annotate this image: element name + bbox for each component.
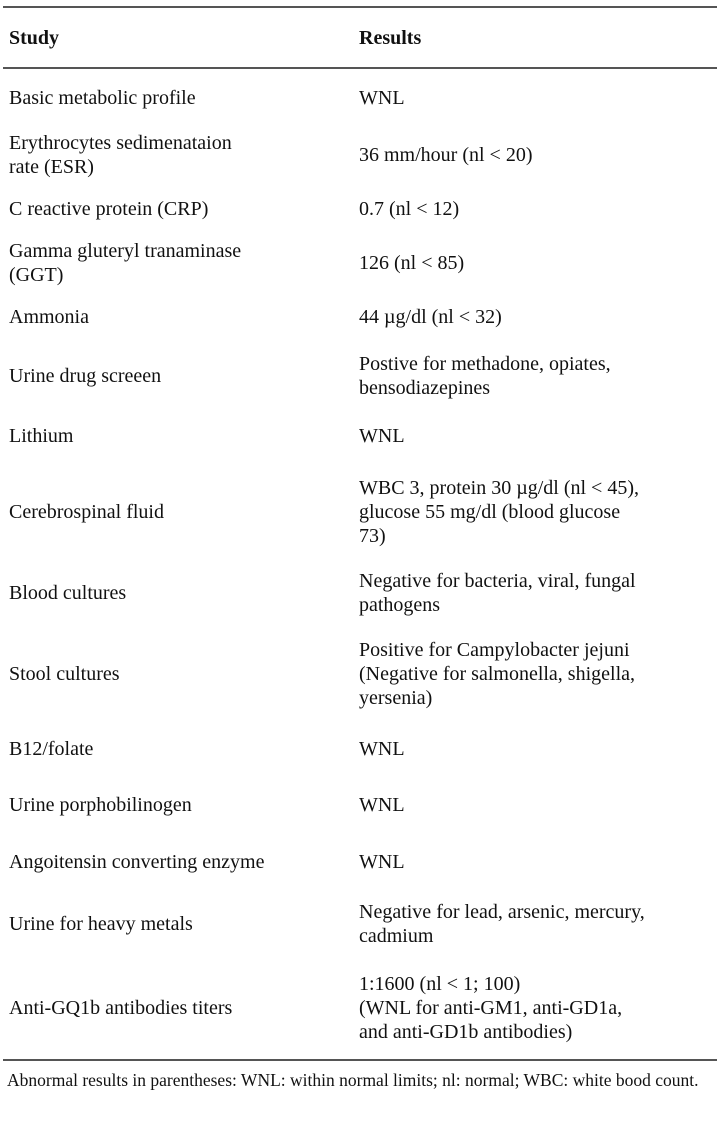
study-line: B12/folate: [9, 738, 94, 760]
table-row: [3, 343, 717, 408]
result-line: WNL: [359, 850, 405, 873]
result-line: Negative for lead, arsenic, mercury,: [359, 900, 645, 923]
table-body: [3, 68, 717, 1060]
table-row: [3, 776, 717, 833]
study-line: Blood cultures: [9, 582, 127, 604]
table-row: [3, 68, 717, 126]
study-column-header: Study: [3, 7, 355, 68]
result-line: Negative for bacteria, viral, fungal: [359, 570, 636, 592]
study-line: Urine drug screeen: [9, 364, 162, 387]
study-line: Erythrocytes sedimenataion: [9, 132, 232, 154]
result-cell: [355, 890, 717, 957]
result-line: yersenia): [359, 687, 433, 709]
result-cell: [355, 560, 717, 626]
study-cell: [3, 291, 355, 343]
study-cell: [3, 722, 355, 776]
result-line: WNL: [359, 425, 405, 447]
study-cell: [3, 464, 355, 560]
result-line: 36 mm/hour (nl < 20): [359, 144, 533, 166]
study-cell: [3, 408, 355, 464]
study-line: C reactive protein (CRP): [9, 198, 209, 220]
study-cell: [3, 234, 355, 291]
study-cell: [3, 957, 355, 1060]
lab-results-table: [3, 6, 717, 1061]
study-cell: [3, 560, 355, 626]
study-cell: [3, 343, 355, 408]
result-line: 0.7 (nl < 12): [359, 198, 460, 220]
table-row: [3, 291, 717, 343]
study-line: Stool cultures: [9, 663, 120, 685]
study-cell: [3, 184, 355, 234]
study-line: Ammonia: [9, 306, 89, 328]
result-cell: [355, 408, 717, 464]
study-line: Gamma gluteryl tranaminase: [9, 239, 242, 262]
result-cell: [355, 464, 717, 560]
result-line: cadmium: [359, 924, 434, 947]
result-cell: [355, 833, 717, 890]
study-cell: [3, 626, 355, 722]
table-row: [3, 560, 717, 626]
result-line: pathogens: [359, 594, 441, 616]
study-line: Angoitensin converting enzyme: [9, 850, 265, 873]
result-cell: [355, 722, 717, 776]
result-line: bensodiazepines: [359, 376, 491, 399]
result-cell: [355, 68, 717, 126]
study-cell: [3, 833, 355, 890]
result-line: (WNL for anti-GM1, anti-GD1a,: [359, 997, 623, 1019]
table-row: [3, 464, 717, 560]
study-cell: [3, 68, 355, 126]
table-row: [3, 184, 717, 234]
result-line: WNL: [359, 86, 405, 109]
result-line: 126 (nl < 85): [359, 251, 465, 274]
result-cell: [355, 234, 717, 291]
study-line: Lithium: [9, 425, 74, 447]
results-column-header: Results: [355, 7, 717, 68]
table-footnote: Abnormal results in parentheses: WNL: within normal limits; nl: normal; WBC: white bood count.: [7, 1070, 699, 1090]
result-cell: [355, 184, 717, 234]
table-row: [3, 408, 717, 464]
study-line: Basic metabolic profile: [9, 86, 196, 109]
result-cell: [355, 343, 717, 408]
result-line: 44 µg/dl (nl < 32): [359, 306, 502, 328]
table-header-row: [3, 7, 717, 68]
table-row: [3, 957, 717, 1060]
study-line: rate (ESR): [9, 156, 94, 178]
result-cell: [355, 957, 717, 1060]
study-line: Anti-GQ1b antibodies titers: [9, 997, 233, 1019]
table-row: [3, 234, 717, 291]
table-row: [3, 626, 717, 722]
result-line: Postive for methadone, opiates,: [359, 352, 611, 375]
study-cell: [3, 890, 355, 957]
table-row: [3, 833, 717, 890]
result-line: (Negative for salmonella, shigella,: [359, 663, 636, 685]
table-row: [3, 126, 717, 184]
result-cell: [355, 626, 717, 722]
result-cell: [355, 126, 717, 184]
study-cell: [3, 126, 355, 184]
study-line: (GGT): [9, 263, 64, 286]
table-row: [3, 722, 717, 776]
study-line: Urine for heavy metals: [9, 912, 193, 935]
study-cell: [3, 776, 355, 833]
result-line: glucose 55 mg/dl (blood glucose: [359, 501, 621, 523]
result-line: and anti-GD1b antibodies): [359, 1021, 573, 1043]
result-line: WNL: [359, 738, 405, 760]
study-line: Cerebrospinal fluid: [9, 501, 164, 523]
result-line: 73): [359, 525, 386, 547]
result-cell: [355, 776, 717, 833]
result-line: WNL: [359, 793, 405, 816]
study-line: Urine porphobilinogen: [9, 793, 192, 816]
result-line: WBC 3, protein 30 µg/dl (nl < 45),: [359, 477, 639, 499]
result-line: Positive for Campylobacter jejuni: [359, 639, 630, 661]
result-cell: [355, 291, 717, 343]
table-row: [3, 890, 717, 957]
result-line: 1:1600 (nl < 1; 100): [359, 973, 521, 995]
